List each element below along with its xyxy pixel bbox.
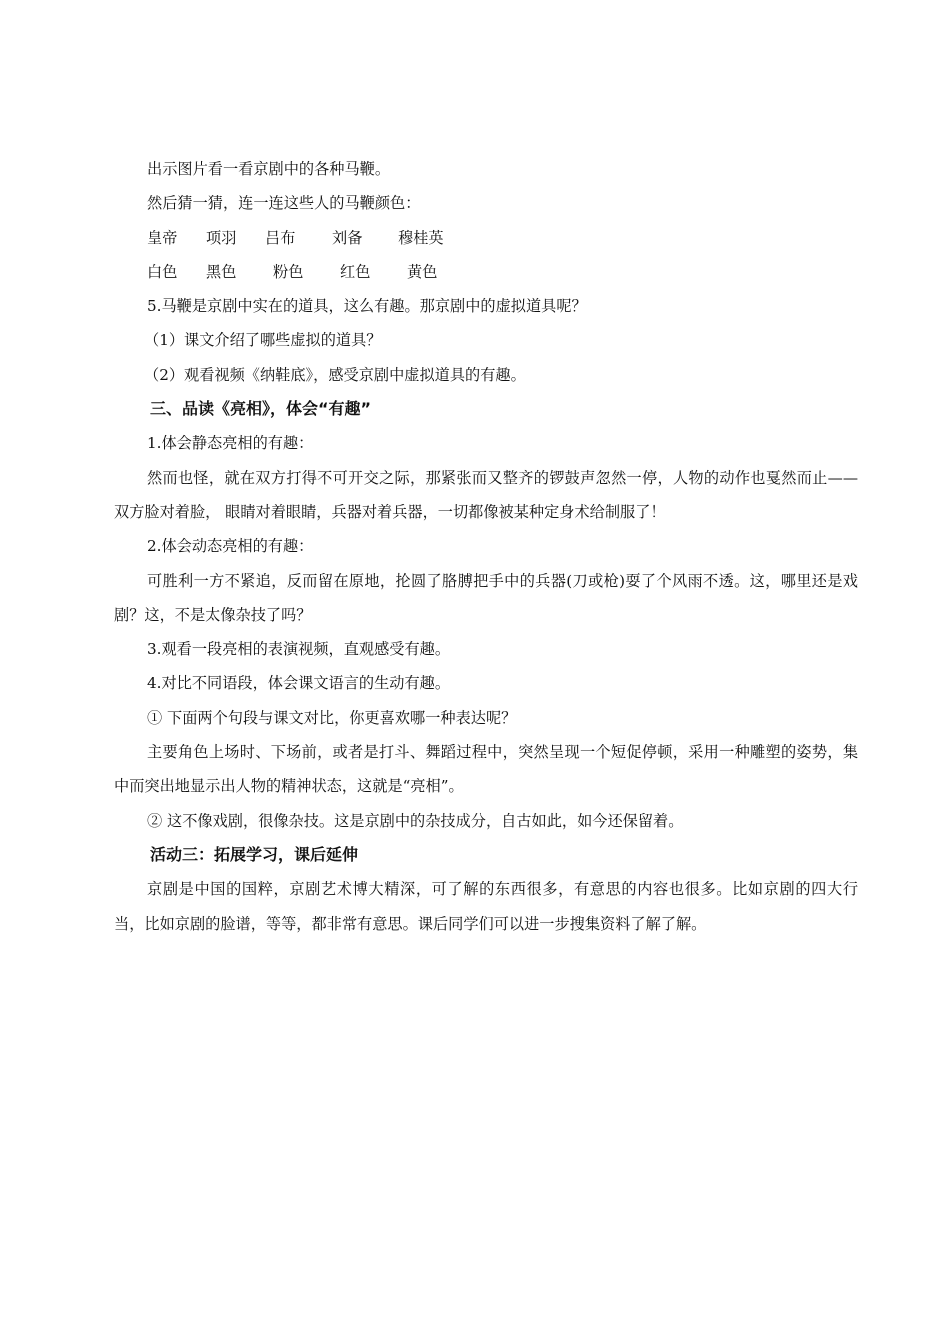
section-3-heading: 三、品读《亮相》，体会“有趣” bbox=[150, 399, 372, 419]
section-3-item-1-text: 然而也怪，就在双方打得不可开交之际，那紧张而又整齐的锣鼓声忽然一停，人物的动作也戛然而止——双方脸对着脸， 眼睛对着眼睛，兵器对着兵器，一切都像被某种定身术给制服了！ bbox=[114, 468, 858, 521]
section-3-item-4: 4.对比不同语段，体会课文语言的生动有趣。 bbox=[147, 674, 451, 693]
color-item: 粉色 bbox=[273, 262, 304, 281]
section-3-item-1: 1.体会静态亮相的有趣： bbox=[147, 434, 314, 453]
color-item: 白色 bbox=[147, 262, 178, 281]
color-item: 黑色 bbox=[206, 262, 237, 281]
section-3-item-4-question: ① 下面两个句段与课文对比，你更喜欢哪一种表达呢？ bbox=[147, 708, 517, 727]
activity-3-text: 京剧是中国的国粹，京剧艺术博大精深，可了解的东西很多，有意思的内容也很多。比如京剧的四大行当，比如京剧的脸谱，等等，都非常有意思。课后同学们可以进一步搜集资料了解了解。 bbox=[114, 880, 858, 933]
paragraph-virtual-props: 5.马鞭是京剧中实在的道具，这么有趣。那京剧中的虚拟道具呢？ bbox=[147, 297, 587, 316]
paragraph-show-pictures: 出示图片看一看京剧中的各种马鞭。 bbox=[147, 160, 390, 178]
question-1: （1）课文介绍了哪些虚拟的道具？ bbox=[144, 331, 382, 350]
color-item: 黄色 bbox=[407, 262, 438, 281]
person-item: 穆桂英 bbox=[398, 228, 444, 247]
color-item: 红色 bbox=[340, 262, 371, 281]
person-item: 刘备 bbox=[332, 228, 363, 247]
section-3-item-4-answer-2: ② 这不像戏剧，很像杂技。这是京剧中的杂技成分，自古如此，如今还保留着。 bbox=[147, 811, 684, 830]
colors-row bbox=[114, 255, 858, 289]
person-item: 皇帝 bbox=[147, 228, 178, 247]
section-3-item-4-answer-1: 主要角色上场时、下场前，或者是打斗、舞蹈过程中，突然呈现一个短促停顿，采用一种雕塑的姿势，集中而突出地显示出人物的精神状态，这就是“亮相”。 bbox=[114, 743, 858, 796]
person-item: 吕布 bbox=[265, 228, 296, 247]
person-item: 项羽 bbox=[206, 228, 237, 247]
activity-3-heading: 活动三：拓展学习，课后延伸 bbox=[150, 844, 359, 864]
document-body bbox=[114, 152, 858, 941]
section-3-item-2-text: 可胜利一方不紧追，反而留在原地，抡圆了胳膊把手中的兵器(刀或枪)耍了个风雨不透。这，哪里还是戏剧？这，不是太像杂技了吗？ bbox=[114, 571, 858, 624]
question-2: （2）观看视频《纳鞋底》，感受京剧中虚拟道具的有趣。 bbox=[144, 365, 526, 384]
section-3-item-2: 2.体会动态亮相的有趣： bbox=[147, 537, 314, 556]
paragraph-guess-colors: 然后猜一猜，连一连这些人的马鞭颜色： bbox=[147, 194, 421, 213]
section-3-item-3: 3.观看一段亮相的表演视频，直观感受有趣。 bbox=[147, 640, 451, 659]
people-row bbox=[114, 221, 858, 255]
